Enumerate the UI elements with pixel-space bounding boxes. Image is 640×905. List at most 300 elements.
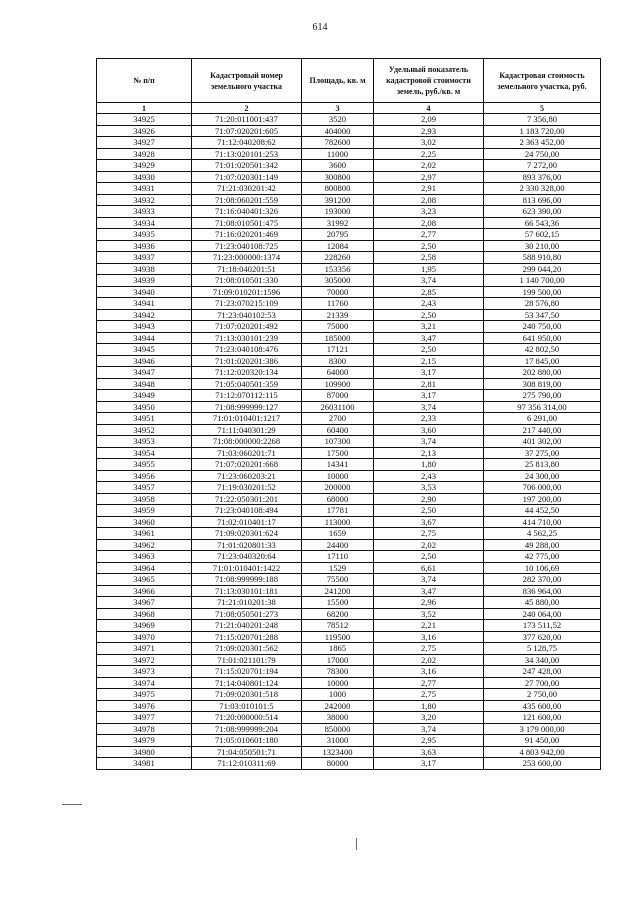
table-row: [97, 206, 601, 218]
cell-row-number: 34948: [97, 378, 192, 390]
cell-cadastral-number: 71:01:020501:342: [192, 160, 302, 172]
cell-cadastral-value: 57 602,15: [484, 229, 601, 241]
header-cadastral-value: Кадастровая стоимость земельного участка, руб.: [484, 59, 601, 103]
table-row: [97, 551, 601, 563]
cell-specific-indicator: 2,02: [374, 160, 484, 172]
cell-cadastral-number: 71:20:011001:437: [192, 114, 302, 126]
cell-cadastral-value: 2 363 452,00: [484, 137, 601, 149]
cell-cadastral-value: 240 064,00: [484, 608, 601, 620]
cell-specific-indicator: 2,08: [374, 194, 484, 206]
cell-cadastral-number: 71:21:030201:42: [192, 183, 302, 195]
table-row: [97, 424, 601, 436]
cell-cadastral-number: 71:08:010501:330: [192, 275, 302, 287]
cell-row-number: 34959: [97, 505, 192, 517]
cell-row-number: 34974: [97, 677, 192, 689]
table-header-row: [97, 59, 601, 103]
cell-row-number: 34929: [97, 160, 192, 172]
table-row: [97, 608, 601, 620]
cell-specific-indicator: 2,93: [374, 125, 484, 137]
cell-cadastral-value: 27 700,00: [484, 677, 601, 689]
cell-area: 11000: [302, 148, 374, 160]
cell-specific-indicator: 2,97: [374, 171, 484, 183]
cell-cadastral-value: 121 600,00: [484, 712, 601, 724]
table-row: [97, 712, 601, 724]
cell-cadastral-value: 588 910,80: [484, 252, 601, 264]
cell-specific-indicator: 2,85: [374, 286, 484, 298]
cell-cadastral-number: 71:23:040108:494: [192, 505, 302, 517]
cell-specific-indicator: 3,21: [374, 321, 484, 333]
cell-area: 17110: [302, 551, 374, 563]
cell-area: 850000: [302, 723, 374, 735]
table-row: [97, 677, 601, 689]
cell-row-number: 34972: [97, 654, 192, 666]
cell-specific-indicator: 2,43: [374, 298, 484, 310]
table-row: [97, 367, 601, 379]
cell-area: 228260: [302, 252, 374, 264]
table-row: [97, 482, 601, 494]
cell-row-number: 34925: [97, 114, 192, 126]
cell-cadastral-value: 97 356 314,00: [484, 401, 601, 413]
table-row: [97, 401, 601, 413]
table-row: [97, 597, 601, 609]
cell-cadastral-number: 71:07:020201:605: [192, 125, 302, 137]
cell-cadastral-number: 71:13:020101:253: [192, 148, 302, 160]
cell-row-number: 34928: [97, 148, 192, 160]
cell-cadastral-number: 71:23:040108:476: [192, 344, 302, 356]
cell-cadastral-value: 10 106,69: [484, 562, 601, 574]
cell-cadastral-value: 641 950,00: [484, 332, 601, 344]
cell-area: 80000: [302, 758, 374, 770]
cell-cadastral-value: 275 790,00: [484, 390, 601, 402]
table-row: [97, 516, 601, 528]
cell-cadastral-value: 25 813,80: [484, 459, 601, 471]
cell-cadastral-number: 71:09:010201:1596: [192, 286, 302, 298]
table-row: [97, 355, 601, 367]
header-specific-indicator: Удельный показатель кадастровой стоимости земель, руб./кв. м: [374, 59, 484, 103]
cell-specific-indicator: 2,75: [374, 528, 484, 540]
cell-cadastral-number: 71:14:040801:124: [192, 677, 302, 689]
header-area: Площадь, кв. м: [302, 59, 374, 103]
cell-area: 78300: [302, 666, 374, 678]
cell-area: 305000: [302, 275, 374, 287]
cell-specific-indicator: 2,96: [374, 597, 484, 609]
cell-specific-indicator: 3,74: [374, 574, 484, 586]
cell-cadastral-value: 240 750,00: [484, 321, 601, 333]
cell-cadastral-number: 71:01:010401:1217: [192, 413, 302, 425]
cell-row-number: 34926: [97, 125, 192, 137]
table-row: [97, 459, 601, 471]
cell-specific-indicator: 3,23: [374, 206, 484, 218]
cell-specific-indicator: 2,50: [374, 551, 484, 563]
cell-specific-indicator: 2,95: [374, 735, 484, 747]
cell-cadastral-number: 71:04:050501:71: [192, 746, 302, 758]
table-body: [97, 114, 601, 770]
cell-row-number: 34940: [97, 286, 192, 298]
cell-specific-indicator: 2,02: [374, 654, 484, 666]
cell-area: 200000: [302, 482, 374, 494]
cell-cadastral-number: 71:09:020301:518: [192, 689, 302, 701]
cell-specific-indicator: 2,33: [374, 413, 484, 425]
cell-area: 109900: [302, 378, 374, 390]
cell-specific-indicator: 2,58: [374, 252, 484, 264]
cell-specific-indicator: 1,80: [374, 459, 484, 471]
cell-cadastral-value: 6 291,00: [484, 413, 601, 425]
cell-row-number: 34933: [97, 206, 192, 218]
cell-specific-indicator: 3,17: [374, 390, 484, 402]
cell-cadastral-number: 71:07:020301:149: [192, 171, 302, 183]
cell-cadastral-value: 813 696,00: [484, 194, 601, 206]
cell-cadastral-value: 5 128,75: [484, 643, 601, 655]
cell-specific-indicator: 2,21: [374, 620, 484, 632]
cell-specific-indicator: 2,02: [374, 539, 484, 551]
cadastral-value-table: [96, 58, 601, 770]
cell-cadastral-number: 71:23:040102:53: [192, 309, 302, 321]
table-row: [97, 286, 601, 298]
table-row: [97, 528, 601, 540]
cell-cadastral-number: 71:09:020301:562: [192, 643, 302, 655]
cell-specific-indicator: 3,52: [374, 608, 484, 620]
cell-cadastral-value: 893 376,00: [484, 171, 601, 183]
cell-area: 75500: [302, 574, 374, 586]
table-row: [97, 183, 601, 195]
cell-row-number: 34965: [97, 574, 192, 586]
cell-row-number: 34946: [97, 355, 192, 367]
cell-row-number: 34967: [97, 597, 192, 609]
cell-cadastral-number: 71:01:020801:33: [192, 539, 302, 551]
cell-cadastral-number: 71:09:020301:624: [192, 528, 302, 540]
cell-specific-indicator: 2,09: [374, 114, 484, 126]
cell-row-number: 34943: [97, 321, 192, 333]
cell-specific-indicator: 3,17: [374, 758, 484, 770]
cell-row-number: 34979: [97, 735, 192, 747]
cell-area: 113000: [302, 516, 374, 528]
cell-area: 185000: [302, 332, 374, 344]
cell-specific-indicator: 3,74: [374, 275, 484, 287]
cell-cadastral-number: 71:08:999999:188: [192, 574, 302, 586]
cell-area: 11760: [302, 298, 374, 310]
cell-cadastral-value: 34 340,00: [484, 654, 601, 666]
table-row: [97, 758, 601, 770]
cell-row-number: 34932: [97, 194, 192, 206]
cell-area: 153356: [302, 263, 374, 275]
cell-row-number: 34980: [97, 746, 192, 758]
table-row: [97, 666, 601, 678]
table-row: [97, 378, 601, 390]
cell-area: 800800: [302, 183, 374, 195]
cell-cadastral-value: 414 710,00: [484, 516, 601, 528]
cell-row-number: 34960: [97, 516, 192, 528]
table-row: [97, 137, 601, 149]
cell-area: 391200: [302, 194, 374, 206]
cell-cadastral-number: 71:07:020201:492: [192, 321, 302, 333]
cell-cadastral-value: 299 044,20: [484, 263, 601, 275]
cell-area: 31992: [302, 217, 374, 229]
cell-specific-indicator: 2,15: [374, 355, 484, 367]
table-row: [97, 539, 601, 551]
cell-area: 3520: [302, 114, 374, 126]
table-row: [97, 125, 601, 137]
column-number: 5: [484, 103, 601, 114]
cell-area: 2700: [302, 413, 374, 425]
cell-cadastral-number: 71:12:040208:62: [192, 137, 302, 149]
cell-specific-indicator: 2,13: [374, 447, 484, 459]
cell-cadastral-value: 42 802,50: [484, 344, 601, 356]
table-row: [97, 171, 601, 183]
cell-row-number: 34931: [97, 183, 192, 195]
cell-area: 242000: [302, 700, 374, 712]
cell-specific-indicator: 2,25: [374, 148, 484, 160]
cell-row-number: 34950: [97, 401, 192, 413]
cell-specific-indicator: 3,16: [374, 666, 484, 678]
cell-area: 78512: [302, 620, 374, 632]
cell-cadastral-value: 435 600,00: [484, 700, 601, 712]
cell-row-number: 34930: [97, 171, 192, 183]
cell-cadastral-value: 37 275,00: [484, 447, 601, 459]
cell-cadastral-number: 71:08:050501:273: [192, 608, 302, 620]
cell-row-number: 34968: [97, 608, 192, 620]
cell-cadastral-value: 4 562,25: [484, 528, 601, 540]
cell-specific-indicator: 1,95: [374, 263, 484, 275]
table-row: [97, 436, 601, 448]
cell-cadastral-number: 71:16:040401:326: [192, 206, 302, 218]
cell-cadastral-value: 308 819,00: [484, 378, 601, 390]
cell-row-number: 34970: [97, 631, 192, 643]
cell-area: 21339: [302, 309, 374, 321]
cell-cadastral-value: 199 500,00: [484, 286, 601, 298]
header-cadastral-number: Кадастровый номер земельного участка: [192, 59, 302, 103]
cell-specific-indicator: 2,75: [374, 689, 484, 701]
cell-area: 241200: [302, 585, 374, 597]
cell-cadastral-number: 71:20:000000:514: [192, 712, 302, 724]
table-row: [97, 160, 601, 172]
cell-area: 10000: [302, 677, 374, 689]
cell-area: 404000: [302, 125, 374, 137]
table-row: [97, 620, 601, 632]
table-row: [97, 562, 601, 574]
cell-row-number: 34955: [97, 459, 192, 471]
cell-specific-indicator: 2,43: [374, 470, 484, 482]
table-row: [97, 723, 601, 735]
cell-row-number: 34969: [97, 620, 192, 632]
cell-cadastral-value: 202 880,00: [484, 367, 601, 379]
column-number: 4: [374, 103, 484, 114]
cell-area: 68000: [302, 493, 374, 505]
table-row: [97, 114, 601, 126]
cell-specific-indicator: 2,50: [374, 240, 484, 252]
cell-cadastral-number: 71:02:010401:17: [192, 516, 302, 528]
cell-cadastral-number: 71:15:020701:194: [192, 666, 302, 678]
cell-specific-indicator: 2,50: [374, 344, 484, 356]
cell-specific-indicator: 3,47: [374, 585, 484, 597]
cell-cadastral-value: 53 347,50: [484, 309, 601, 321]
table-row: [97, 229, 601, 241]
cell-row-number: 34978: [97, 723, 192, 735]
cell-cadastral-number: 71:12:070112:115: [192, 390, 302, 402]
cell-cadastral-number: 71:03:010101:5: [192, 700, 302, 712]
cell-cadastral-value: 30 210,00: [484, 240, 601, 252]
table-row: [97, 493, 601, 505]
cell-cadastral-number: 71:13:030101:239: [192, 332, 302, 344]
cell-cadastral-number: 71:15:020701:288: [192, 631, 302, 643]
cell-specific-indicator: 2,77: [374, 229, 484, 241]
cell-row-number: 34957: [97, 482, 192, 494]
cell-cadastral-value: 42 775,00: [484, 551, 601, 563]
cell-area: 193000: [302, 206, 374, 218]
cell-row-number: 34975: [97, 689, 192, 701]
cell-area: 17781: [302, 505, 374, 517]
table-row: [97, 148, 601, 160]
margin-mark: [356, 838, 357, 850]
cell-row-number: 34958: [97, 493, 192, 505]
cell-area: 14341: [302, 459, 374, 471]
cell-cadastral-value: 247 428,00: [484, 666, 601, 678]
cell-cadastral-value: 45 880,00: [484, 597, 601, 609]
cell-row-number: 34945: [97, 344, 192, 356]
page-number: 614: [312, 22, 328, 33]
cell-cadastral-number: 71:03:060201:71: [192, 447, 302, 459]
cell-specific-indicator: 2,81: [374, 378, 484, 390]
table-row: [97, 574, 601, 586]
cell-area: 107300: [302, 436, 374, 448]
table-row: [97, 654, 601, 666]
cell-specific-indicator: 3,16: [374, 631, 484, 643]
cell-specific-indicator: 3,74: [374, 401, 484, 413]
table-row: [97, 298, 601, 310]
cell-area: 12084: [302, 240, 374, 252]
cell-area: 31000: [302, 735, 374, 747]
cell-area: 300800: [302, 171, 374, 183]
cell-specific-indicator: 2,75: [374, 643, 484, 655]
cell-area: 17000: [302, 654, 374, 666]
cell-cadastral-number: 71:23:040108:725: [192, 240, 302, 252]
cell-cadastral-number: 71:05:040501:359: [192, 378, 302, 390]
cell-specific-indicator: 3,20: [374, 712, 484, 724]
cell-cadastral-number: 71:01:010401:1422: [192, 562, 302, 574]
cell-row-number: 34937: [97, 252, 192, 264]
cell-area: 17121: [302, 344, 374, 356]
table-row: [97, 689, 601, 701]
cell-cadastral-number: 71:12:020320:134: [192, 367, 302, 379]
cell-cadastral-value: 2 750,00: [484, 689, 601, 701]
cell-cadastral-value: 1 183 720,00: [484, 125, 601, 137]
column-number: 1: [97, 103, 192, 114]
cell-cadastral-number: 71:13:030101:181: [192, 585, 302, 597]
cell-cadastral-value: 623 390,00: [484, 206, 601, 218]
cell-cadastral-value: 377 620,00: [484, 631, 601, 643]
cell-row-number: 34954: [97, 447, 192, 459]
cell-area: 1659: [302, 528, 374, 540]
cell-specific-indicator: 2,50: [374, 309, 484, 321]
table-row: [97, 275, 601, 287]
cell-specific-indicator: 3,47: [374, 332, 484, 344]
cell-row-number: 34956: [97, 470, 192, 482]
table-row: [97, 217, 601, 229]
cell-row-number: 34951: [97, 413, 192, 425]
cell-row-number: 34927: [97, 137, 192, 149]
cell-cadastral-value: 28 576,80: [484, 298, 601, 310]
cell-cadastral-value: 66 543,36: [484, 217, 601, 229]
table-row: [97, 344, 601, 356]
cell-cadastral-number: 71:19:030201:52: [192, 482, 302, 494]
cell-cadastral-number: 71:08:010501:475: [192, 217, 302, 229]
cell-cadastral-number: 71:23:070215:109: [192, 298, 302, 310]
cell-cadastral-number: 71:05:010601:180: [192, 735, 302, 747]
cell-cadastral-number: 71:08:000000:2268: [192, 436, 302, 448]
table-row: [97, 263, 601, 275]
cell-row-number: 34942: [97, 309, 192, 321]
cell-cadastral-value: 24 300,00: [484, 470, 601, 482]
column-number-row: [97, 103, 601, 114]
table-row: [97, 643, 601, 655]
cell-cadastral-value: 3 179 000,00: [484, 723, 601, 735]
cell-row-number: 34934: [97, 217, 192, 229]
cell-specific-indicator: 2,50: [374, 505, 484, 517]
cell-cadastral-value: 401 302,00: [484, 436, 601, 448]
cell-cadastral-value: 282 370,00: [484, 574, 601, 586]
cell-cadastral-value: 49 288,00: [484, 539, 601, 551]
cell-specific-indicator: 6,61: [374, 562, 484, 574]
cell-specific-indicator: 3,60: [374, 424, 484, 436]
cell-cadastral-number: 71:01:020201:386: [192, 355, 302, 367]
cell-cadastral-number: 71:08:999999:127: [192, 401, 302, 413]
cell-row-number: 34976: [97, 700, 192, 712]
cell-row-number: 34944: [97, 332, 192, 344]
cell-cadastral-number: 71:21:040201:248: [192, 620, 302, 632]
table-row: [97, 321, 601, 333]
cell-cadastral-number: 71:07:020201:668: [192, 459, 302, 471]
table-row: [97, 194, 601, 206]
table-row: [97, 447, 601, 459]
cell-cadastral-value: 7 356,80: [484, 114, 601, 126]
cell-area: 10000: [302, 470, 374, 482]
cell-row-number: 34966: [97, 585, 192, 597]
cell-cadastral-number: 71:08:060201:559: [192, 194, 302, 206]
cell-area: 1865: [302, 643, 374, 655]
cell-row-number: 34952: [97, 424, 192, 436]
cell-specific-indicator: 2,08: [374, 217, 484, 229]
cell-cadastral-value: 17 845,00: [484, 355, 601, 367]
cell-specific-indicator: 3,17: [374, 367, 484, 379]
cell-cadastral-value: 2 330 328,00: [484, 183, 601, 195]
cell-row-number: 34938: [97, 263, 192, 275]
cell-specific-indicator: 2,90: [374, 493, 484, 505]
cadastral-table-container: [96, 58, 601, 770]
table-row: [97, 746, 601, 758]
cell-specific-indicator: 2,77: [374, 677, 484, 689]
cell-area: 68200: [302, 608, 374, 620]
cell-cadastral-value: 1 140 700,00: [484, 275, 601, 287]
cell-cadastral-value: 173 511,52: [484, 620, 601, 632]
cell-area: 782600: [302, 137, 374, 149]
cell-row-number: 34964: [97, 562, 192, 574]
cell-area: 26031100: [302, 401, 374, 413]
cell-area: 60400: [302, 424, 374, 436]
cell-area: 1323400: [302, 746, 374, 758]
cell-area: 75000: [302, 321, 374, 333]
cell-cadastral-value: 217 440,00: [484, 424, 601, 436]
cell-area: 3600: [302, 160, 374, 172]
cell-cadastral-value: 44 452,50: [484, 505, 601, 517]
cell-row-number: 34939: [97, 275, 192, 287]
cell-cadastral-number: 71:11:040301:29: [192, 424, 302, 436]
cell-row-number: 34973: [97, 666, 192, 678]
cell-specific-indicator: 3,53: [374, 482, 484, 494]
cell-cadastral-value: 836 964,00: [484, 585, 601, 597]
cell-cadastral-value: 4 803 942,00: [484, 746, 601, 758]
cell-specific-indicator: 3,02: [374, 137, 484, 149]
cell-area: 20795: [302, 229, 374, 241]
cell-row-number: 34953: [97, 436, 192, 448]
